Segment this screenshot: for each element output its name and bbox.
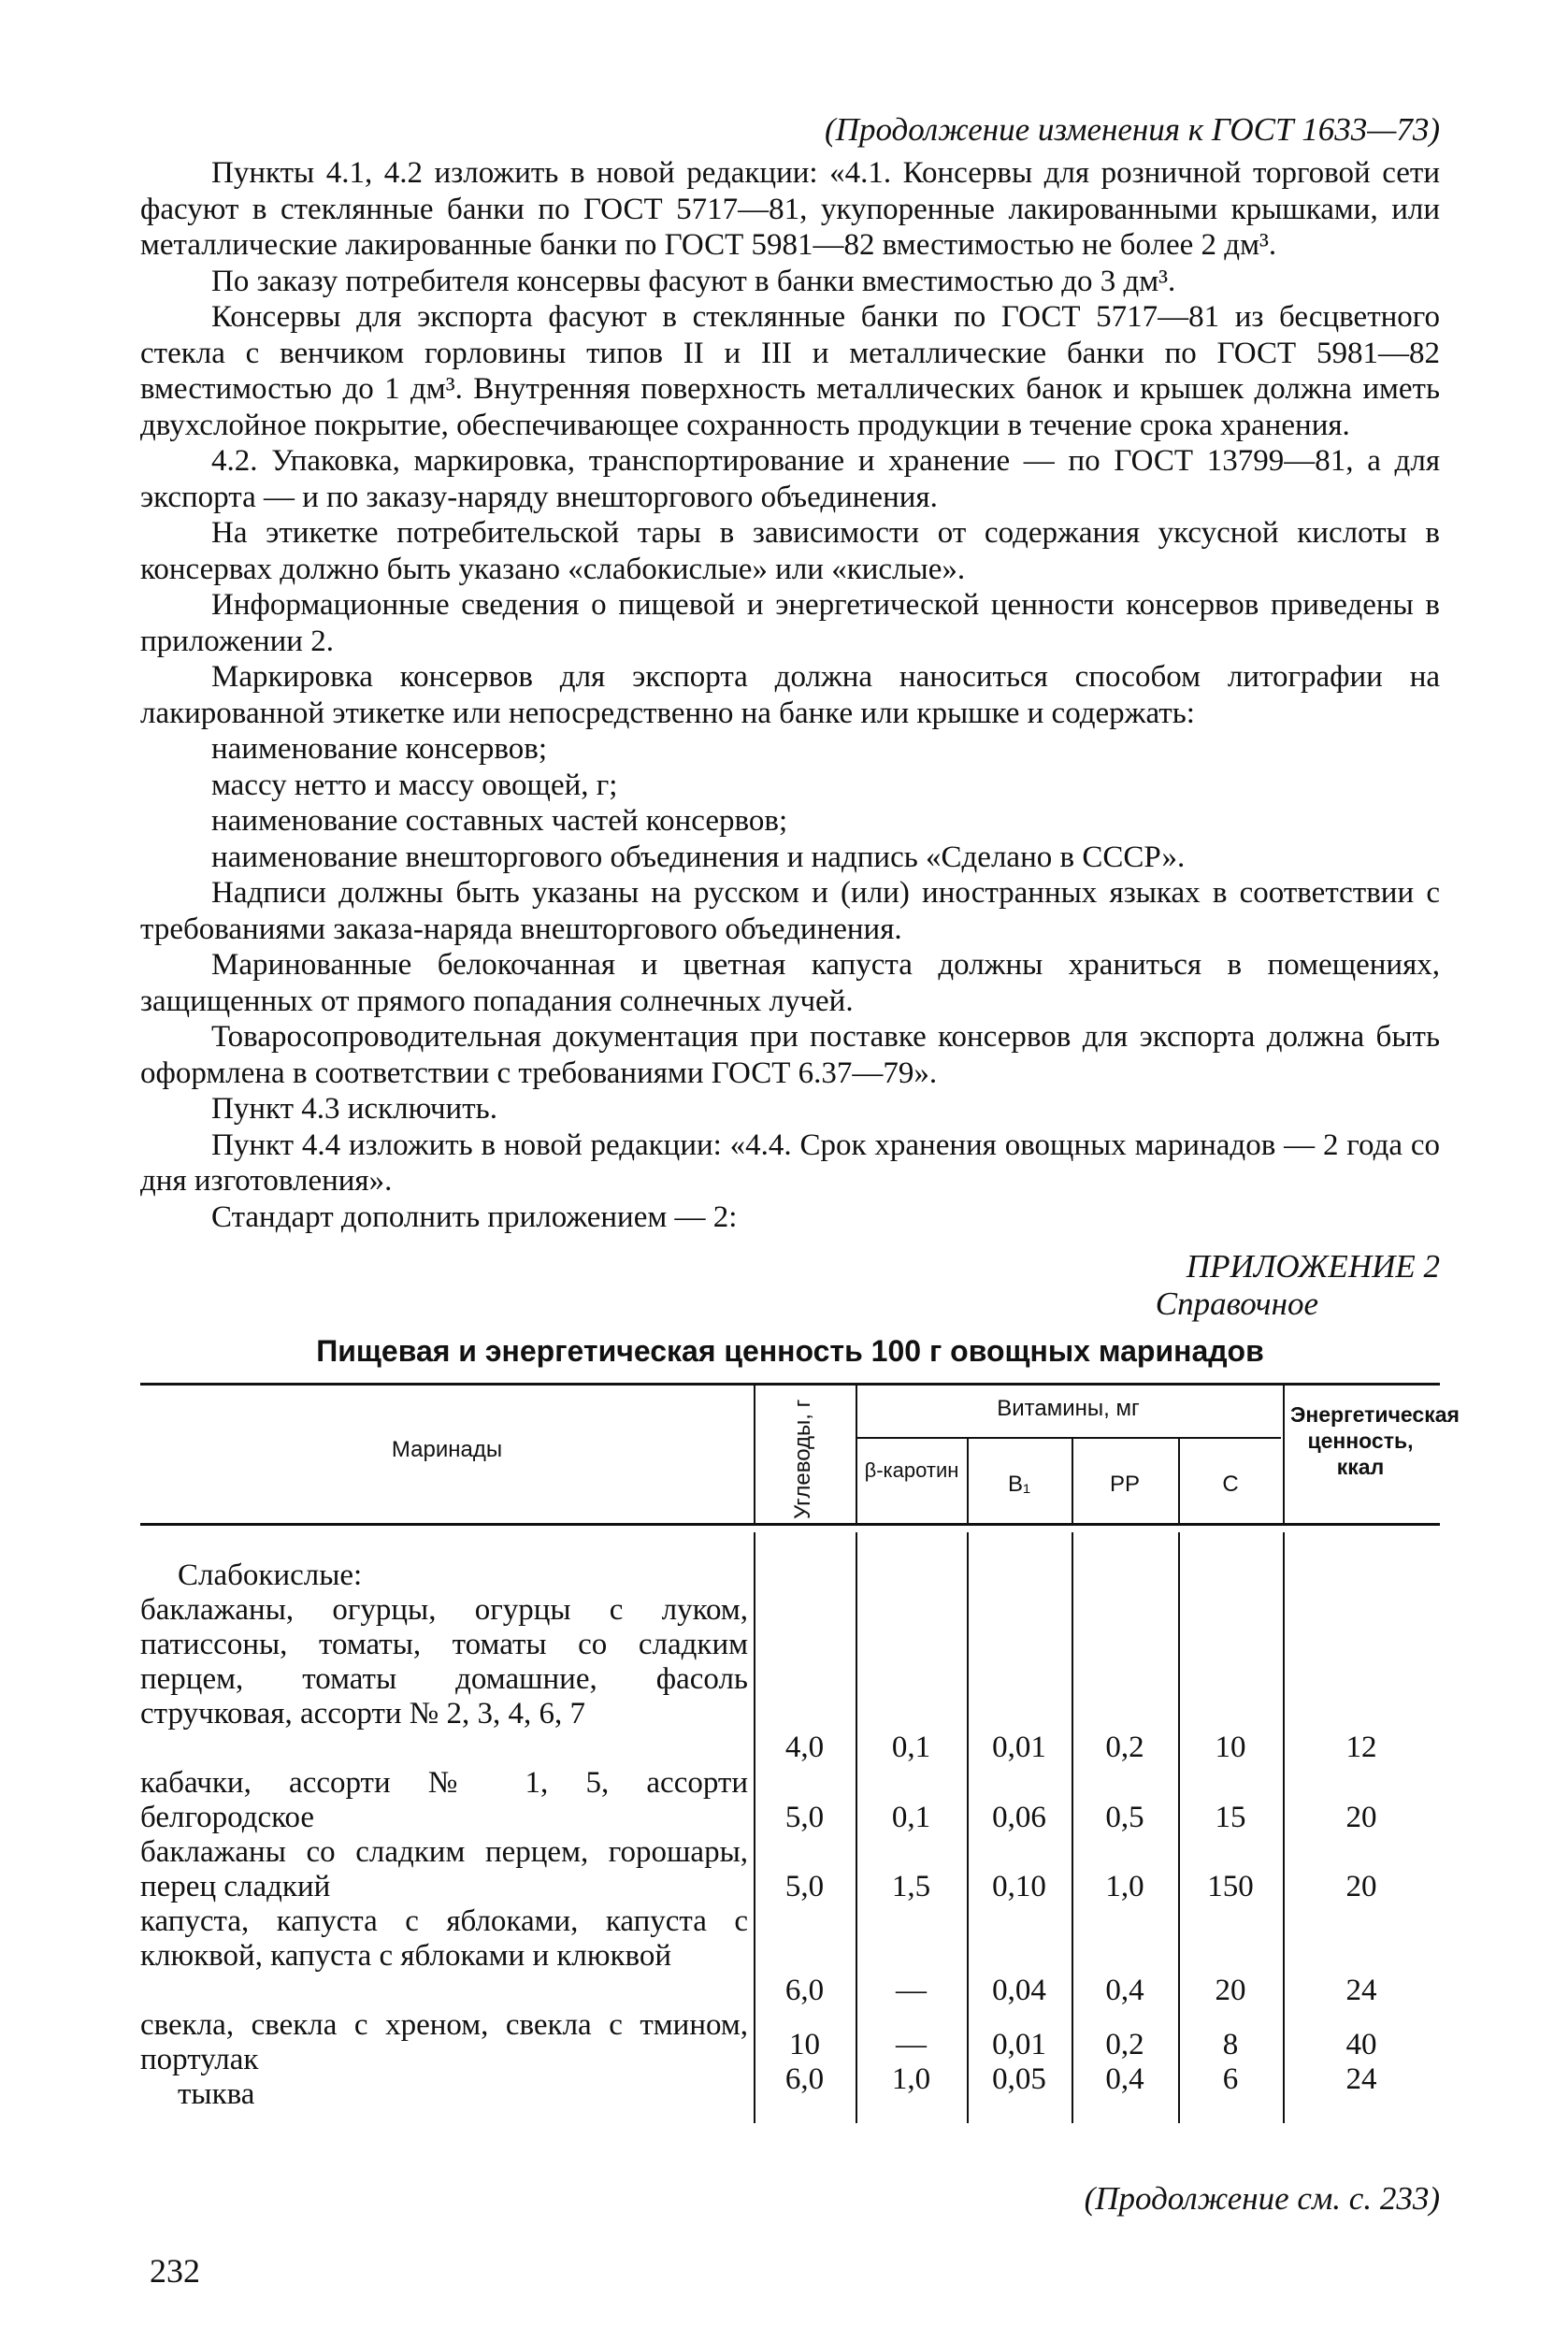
paragraph: Пункт 4.4 изложить в новой редакции: «4.4. Срок хранения овощных маринадов — 2 года со дня изготовления». (140, 1127, 1440, 1198)
table-header-rule (140, 1523, 1440, 1526)
paragraph: Информационные сведения о пищевой и энергетической ценности консервов приведены в приложении 2. (140, 588, 1440, 658)
appendix-subtitle: Справочное (1155, 1285, 1318, 1322)
cell-c: 20 (1215, 1974, 1246, 2007)
list-item: массу нетто и массу овощей, г; (211, 768, 618, 802)
header-b1: B₁ (1007, 1472, 1031, 1497)
cell-carbs: 6,0 (784, 1974, 825, 2007)
cell-beta: 0,1 (891, 1731, 931, 1764)
document-page (140, 110, 1460, 2131)
paragraph: На этикетке потребительской тары в зависимости от содержания уксусной кислоты в консервах должно быть указано «слабокислые» или «кислые». (140, 516, 1440, 586)
cell-energy: 40 (1345, 2028, 1377, 2061)
table-divider (754, 1383, 755, 1523)
table-row-name: баклажаны со сладким перцем, горошары, перец сладкий (140, 1835, 748, 1903)
cell-energy: 20 (1345, 1870, 1377, 1903)
header-c: C (1222, 1472, 1239, 1497)
paragraph: Товаросопроводительная документация при поставке консервов для экспорта должна быть оформлена в соответствии с требованиями ГОСТ 6.37—79». (140, 1020, 1440, 1090)
header-marinades: Маринады (391, 1437, 503, 1462)
cell-c: 10 (1215, 1731, 1246, 1764)
cell-beta: — (896, 2028, 927, 2061)
appendix-title: ПРИЛОЖЕНИЕ 2 (1186, 1248, 1440, 1285)
list-item: наименование составных частей консервов; (211, 804, 788, 838)
paragraph: Пункты 4.1, 4.2 изложить в новой редакции: «4.1. Консервы для розничной торговой сети фасуют в стеклянные банки по ГОСТ 5717—81, укупоренные лакированными крышками, или металлические лакированные банки по ГОСТ 5981—82 вместимостью не более 2 дм³. (140, 156, 1440, 262)
cell-c: 6 (1222, 2062, 1239, 2096)
continuation-footer: (Продолжение см. с. 233) (1084, 2180, 1440, 2217)
cell-carbs: 5,0 (784, 1870, 825, 1903)
paragraph: Надписи должны быть указаны на русском и (или) иностранных языках в соответствии с требованиями заказа-наряда внешторгового объединения. (140, 876, 1440, 946)
nutrition-table (140, 1383, 1460, 2131)
paragraph: Стандарт дополнить приложением — 2: (211, 1199, 738, 1234)
header-carbs: Углеводы, г (790, 1399, 815, 1519)
cell-b1: 0,05 (992, 2062, 1046, 2096)
cell-pp: 0,4 (1105, 1974, 1144, 2007)
cell-beta: 1,5 (891, 1870, 931, 1903)
table-row-name: кабачки, ассорти № 1, 5, ассорти белгородское (140, 1766, 748, 1834)
cell-c: 150 (1207, 1870, 1254, 1903)
table-row-name: свекла, свекла с хреном, свекла с тмином, портулак (140, 2008, 748, 2076)
table-row-name: баклажаны, огурцы, огурцы с луком, патиссоны, томаты, томаты со сладким перцем, томаты домашние, фасоль стручковая, ассорти № 2, 3, 4, 6, 7 (140, 1593, 748, 1731)
cell-pp: 1,0 (1105, 1870, 1144, 1903)
cell-b1: 0,01 (992, 1731, 1046, 1764)
table-row-name: тыква (178, 2077, 255, 2111)
cell-carbs: 5,0 (784, 1801, 825, 1834)
cell-b1: 0,10 (992, 1870, 1046, 1903)
paragraph: Пункт 4.3 исключить. (211, 1092, 497, 1126)
cell-beta: 0,1 (891, 1801, 931, 1834)
cell-energy: 24 (1345, 1974, 1377, 2007)
cell-carbs: 4,0 (784, 1731, 825, 1764)
paragraph: По заказу потребителя консервы фасуют в банки вместимостью до 3 дм³. (211, 264, 1176, 298)
paragraph: Маринованные белокочанная и цветная капуста должны храниться в помещениях, защищенных от прямого попадания солнечных лучей. (140, 948, 1440, 1018)
cell-beta: 1,0 (891, 2062, 931, 2096)
group-heading: Слабокислые: (178, 1558, 363, 1592)
table-divider (1283, 1383, 1285, 1523)
cell-energy: 12 (1345, 1731, 1377, 1764)
table-top-rule (140, 1383, 1440, 1386)
paragraph: 4.2. Упаковка, маркировка, транспортирование и хранение — по ГОСТ 13799—81, а для экспорта — и по заказу-наряду внешторгового объединения. (140, 444, 1440, 514)
list-item: наименование консервов; (211, 732, 547, 766)
cell-c: 15 (1215, 1801, 1246, 1834)
cell-b1: 0,06 (992, 1801, 1046, 1834)
continuation-header: (Продолжение изменения к ГОСТ 1633—73) (825, 111, 1440, 148)
paragraph: Маркировка консервов для экспорта должна наноситься способом литографии на лакированной этикетке или непосредственно на банке или крышке и содержать: (140, 660, 1440, 730)
cell-b1: 0,04 (992, 1974, 1046, 2007)
cell-carbs: 10 (789, 2028, 820, 2061)
cell-carbs: 6,0 (784, 2062, 825, 2096)
list-item: наименование внешторгового объединения и надпись «Сделано в СССР». (211, 840, 1186, 874)
cell-energy: 24 (1345, 2062, 1377, 2096)
cell-pp: 0,2 (1105, 1731, 1144, 1764)
header-pp: PP (1109, 1472, 1140, 1497)
header-energy: Энергетическая ценность, ккал (1290, 1402, 1460, 1479)
header-vitamins: Витамины, мг (997, 1396, 1140, 1421)
cell-pp: 0,2 (1105, 2028, 1144, 2061)
cell-pp: 0,5 (1105, 1801, 1144, 1834)
header-beta-carotene: β-каротин (864, 1458, 959, 1482)
table-row-name: капуста, капуста с яблоками, капуста с клюквой, капуста с яблоками и клюквой (140, 1904, 748, 1973)
cell-energy: 20 (1345, 1801, 1377, 1834)
table-title: Пищевая и энергетическая ценность 100 г овощных маринадов (316, 1334, 1264, 1368)
page-number: 232 (150, 2252, 200, 2290)
vitamins-rule (856, 1437, 1281, 1439)
cell-pp: 0,4 (1105, 2062, 1144, 2096)
cell-b1: 0,01 (992, 2028, 1046, 2061)
paragraph: Консервы для экспорта фасуют в стеклянные банки по ГОСТ 5717—81 из бесцветного стекла с венчиком горловины типов II и III и металлические банки по ГОСТ 5981—82 вместимостью до 1 дм³. Внутренняя поверхность металлических банок и крышек должна иметь двухслойное покрытие, обеспечивающее сохранность продукции в течение срока хранения. (140, 300, 1440, 442)
cell-beta: — (896, 1974, 927, 2007)
cell-c: 8 (1222, 2028, 1239, 2061)
appendix-heading (140, 1248, 1440, 1323)
